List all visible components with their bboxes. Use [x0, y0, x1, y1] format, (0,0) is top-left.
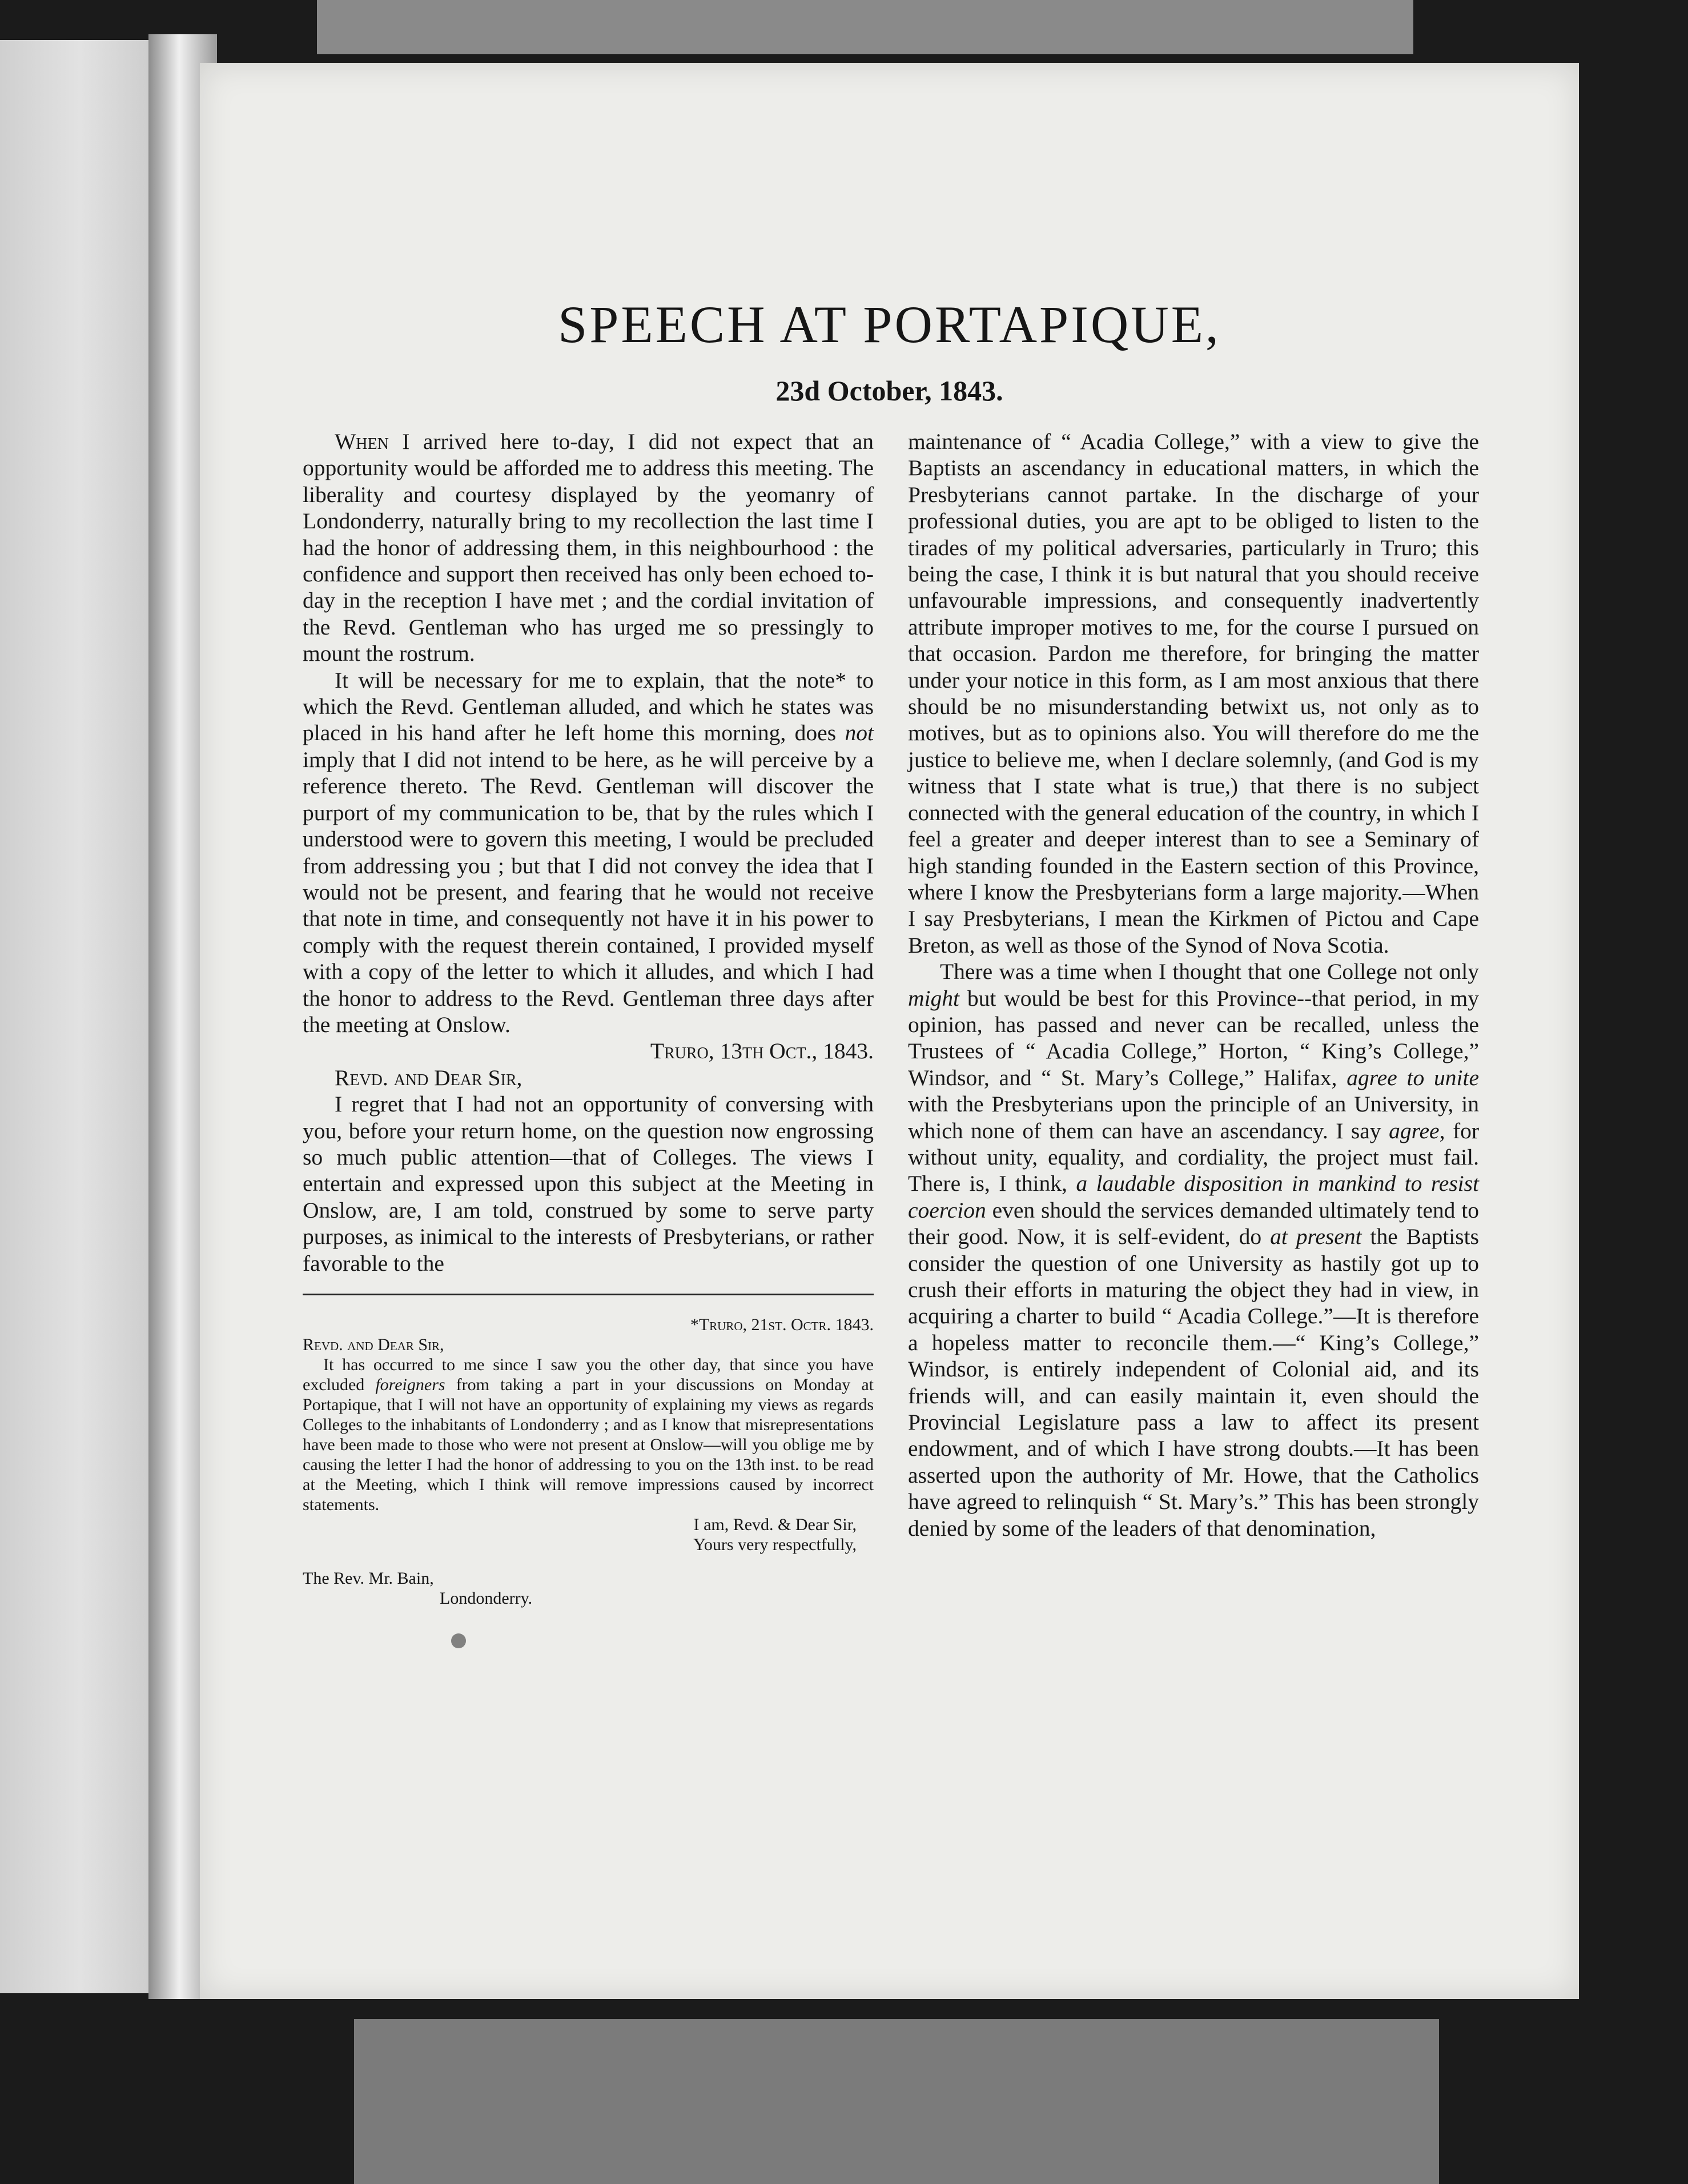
footnote-addressee-place: Londonderry. — [440, 1589, 533, 1608]
footnote-rule — [303, 1294, 874, 1295]
emphasis: not — [845, 720, 874, 746]
paragraph-text: but would be best for this Province--that period, in my opinion, has passed and never can be recalled, unless the Trustees of “ Acadia College,” Horton, “ King’s College,” Windsor, and “ St. Mary’s College,” Halifax, — [908, 985, 1479, 1090]
footnote-dateline: *Truro, 21st. Octr. 1843. — [690, 1315, 874, 1334]
emphasis: a laudable disposition in mankind to resist coercion — [908, 1171, 1480, 1223]
document-page — [200, 63, 1579, 1999]
page-title: SPEECH AT PORTAPIQUE, — [558, 295, 1221, 354]
paragraph — [303, 667, 874, 1038]
ink-blot-mark — [451, 1633, 466, 1648]
emphasis: at present — [1270, 1224, 1362, 1250]
emphasis: might — [908, 985, 959, 1011]
paragraph-text: There was a time when I thought that one College not only — [940, 959, 1479, 985]
footnote-text: It has occurred to me since I saw you the other day, that since you have excluded — [303, 1355, 874, 1394]
emphasis: agree to unite — [1347, 1065, 1479, 1090]
footnote-addressee: The Rev. Mr. Bain, — [303, 1569, 434, 1588]
paragraph-text: with the Presbyterians upon the principle of an University, in which none of them can have an ascendancy. I say — [908, 1091, 1479, 1143]
text-column-left — [303, 428, 874, 1608]
paragraph-text: , for without unity, equality, and cordiality, the project must fail. There is, I think, — [908, 1118, 1480, 1197]
emphasis: foreigners — [375, 1375, 445, 1394]
footnote-closing: I am, Revd. & Dear Sir, — [693, 1515, 857, 1534]
paragraph-text: the Baptists consider the question of one University as hastily got up to crush their efforts in maturing the object they had in view, in acquiring a charter to build “ Acadia College.”—It is therefore a hopeless matter to reconcile them.—“ King’s College,” Windsor, is entirely independent of Colonial aid, and its friends will, and can easily maintain it, even should the Provincial Legislature pass a law to affect its present endowment, and of which I have strong doubts.—It has been asserted upon the authority of Mr. Howe, that the Catholics have agreed to relinquish “ St. Mary’s.” This has been strongly denied by some of the leaders of that denomination, — [908, 1224, 1479, 1541]
paragraph: maintenance of “ Acadia College,” with a view to give the Baptists an ascendancy in educational matters, in which the Presbyterians cannot partake. In the discharge of your professional duties, you are apt to be obliged to listen to the tirades of my political adversaries, particularly in Truro; this being the case, I think it is but natural that you should receive unfavourable impressions, and consequently inadvertently attribute improper motives to me, for the course I pursued on that occasion. Pardon me therefore, for bringing the matter under your notice in this form, as I am most anxious that there should be no misunderstanding betwixt us, not only as to motives, but as to opinions also. You will therefore do me the justice to believe me, when I declare solemnly, (and God is my witness that I state what is true,) that there is no subject connected with the general education of the country, in which I feel a greater and deeper interest than to see a Seminary of high standing founded in the Eastern section of this Province, where I know the Presbyterians form a large majority.—When I say Presbyterians, I mean the Kirkmen of Pictou and Cape Breton, as well as those of the Synod of Nova Scotia. — [908, 429, 1479, 958]
footnote-closing-signoff: Yours very respectfully, — [693, 1535, 857, 1554]
footnote-salutation: Revd. and Dear Sir, — [303, 1335, 444, 1354]
footnote-text: from taking a part in your discussions on Monday at Portapique, that I will not have an opportunity of explaining my views as regards Colleges to the inhabitants of Londonderry ; and as I know that misrepresentations have been made to those who were not present at Onslow—will you oblige me by causing the letter I had the honor of addressing to you on the 13th inst. to be read at the Meeting, which I think will remove impressions caused by incorrect statements. — [303, 1375, 874, 1514]
text-column-right — [908, 428, 1479, 1541]
footnote — [303, 1315, 874, 1608]
emphasis: agree — [1389, 1118, 1440, 1143]
paragraph-text: even should the services demanded ultimately tend to their good. Now, it is self-evident, do — [908, 1197, 1479, 1250]
paragraph-text: imply that I did not intend to be here, as he will perceive by a reference thereto. The Revd. Gentleman will discover the purport of my communication to be, that by the rules which I understood were to govern this meeting, I would be precluded from addressing you ; but that I did not convey the idea that I would not be present, and fearing that he would not receive that note in time, and consequently not have it in his power to comply with the request therein contained, I provided myself with a copy of the letter to which it alludes, and which I had the honor to address to the Revd. Gentleman three days after the meeting at Onslow. — [303, 746, 874, 1037]
footnote-body — [303, 1355, 874, 1515]
paragraph — [908, 958, 1479, 1541]
scan-bottom-strip — [354, 2019, 1439, 2184]
paragraph-text: I arrived here to-day, I did not expect that an opportunity would be afforded me to address this meeting. The liberality and courtesy displayed by the yeomanry of Londonderry, naturally bring to my recollection the last time I had the honor of addressing them, in this neighbourhood : the confidence and support then received has only been echoed to-day in the reception I have met ; and the cordial invitation of the Revd. Gentleman who has urged me so pressingly to mount the rostrum. — [303, 429, 874, 667]
scan-top-strip — [317, 0, 1413, 54]
paragraph-text: It will be necessary for me to explain, that the note* to which the Revd. Gentleman alluded, and which he states was placed in his hand after he left home this morning, does — [303, 667, 874, 746]
letter-dateline: Truro, 13th Oct., 1843. — [650, 1038, 874, 1064]
speech-date: 23d October, 1843. — [775, 375, 1003, 407]
letter-body: I regret that I had not an opportunity of conversing with you, before your return home, on the question now engrossing so much public attention—that of Colleges. The views I entertain and expressed upon this subject at the Meeting in Onslow, are, I am told, construed by some to serve party purposes, as inimical to the interests of Presbyterians, or rather favorable to the — [303, 1091, 874, 1276]
paragraph — [303, 428, 874, 667]
drop-word: When — [335, 429, 389, 454]
letter-salutation: Revd. and Dear Sir, — [335, 1065, 523, 1090]
